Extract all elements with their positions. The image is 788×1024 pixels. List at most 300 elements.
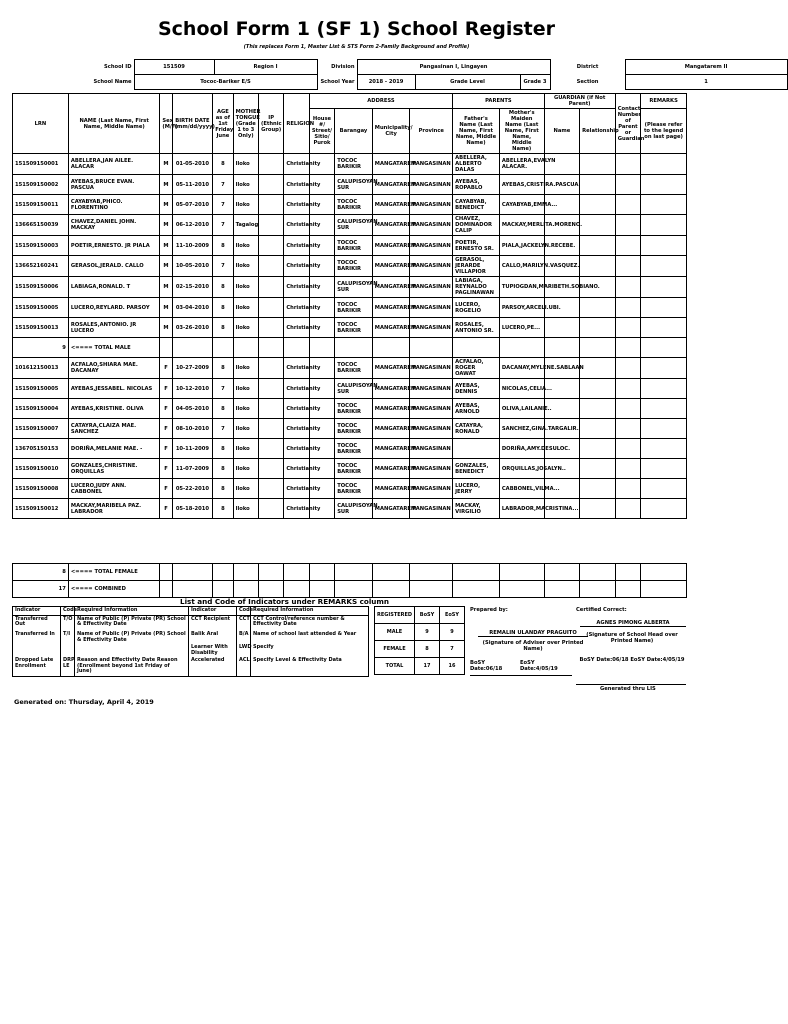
sex-cell: F [160, 379, 172, 399]
guardian-relationship-cell [580, 236, 616, 256]
father-cell: GERASOL, JERARDE VILLAPIOR [453, 256, 500, 277]
grade-level-label: Grade Level [415, 75, 520, 90]
register-total-eosy: 16 [440, 658, 465, 675]
birth-date-cell: 02-15-2010 [172, 277, 213, 298]
mother-tongue-cell: Iloko [233, 499, 258, 519]
father-cell: GONZALES, BENEDICT [453, 459, 500, 479]
age-cell: 8 [213, 154, 233, 175]
guardian-relationship-cell [580, 318, 616, 338]
religion-cell: Christianity [284, 215, 309, 236]
ip-cell [258, 479, 283, 499]
school-id-value: 151509 [134, 60, 214, 75]
name-cell: CAYABYAB,PHICO. FLORENTINO [68, 195, 159, 215]
student-row [13, 419, 687, 439]
ip-cell [258, 499, 283, 519]
lrn-cell: 151509150003 [13, 236, 69, 256]
barangay-cell: CALUPISOYAN SUR [335, 499, 373, 519]
barangay-cell: TOCOC BARIKIR [335, 256, 373, 277]
mother-cell: DORIÑA,AMY.DESULOC. [499, 439, 544, 459]
school-head-caption: (Signature of School Head over Printed Name) [586, 632, 678, 644]
mother-tongue-cell: Iloko [233, 236, 258, 256]
mother-tongue-cell: Iloko [233, 358, 258, 379]
generated-on: Generated on: Thursday, April 4, 2019 [14, 698, 154, 706]
district-label: District [576, 64, 599, 70]
ip-cell [258, 154, 283, 175]
register-total-bosy: 17 [415, 658, 440, 675]
lrn-cell: 151509150006 [13, 277, 69, 298]
mother-cell: PARSOY,ARCELI.UBI. [499, 298, 544, 318]
father-cell: LUCERO, ROGELIO [453, 298, 500, 318]
municipality-cell: MANGATAREM [372, 277, 410, 298]
barangay-cell: CALUPISOYAN SUR [335, 175, 373, 195]
header-father: Father's Name (Last Name, First Name, Middle Name) [453, 109, 500, 154]
guardian-relationship-cell [580, 459, 616, 479]
barangay-cell: CALUPISOYAN SUR [335, 215, 373, 236]
mother-cell: CAYABYAB,EMMA... [499, 195, 544, 215]
father-cell: ROSALES, ANTONIO SR. [453, 318, 500, 338]
register-female-bosy: 8 [415, 641, 440, 658]
age-cell: 8 [213, 236, 233, 256]
indicator-required: Specify Level & Effectivity Data [251, 657, 369, 676]
total-female-count: 8 [13, 564, 69, 581]
header-municipality: Municipality/ City [372, 109, 410, 154]
mother-tongue-cell: Iloko [233, 379, 258, 399]
municipality-cell: MANGATAREM [372, 256, 410, 277]
barangay-cell: TOCOC BARIKIR [335, 195, 373, 215]
student-row [13, 154, 687, 175]
birth-date-cell: 06-12-2010 [172, 215, 213, 236]
remarks-cell [641, 379, 687, 399]
remarks-cell [641, 298, 687, 318]
indicator-code: T/I [61, 631, 75, 644]
student-row [13, 358, 687, 379]
mother-tongue-cell: Iloko [233, 399, 258, 419]
adviser-caption: (Signature of Adviser over Printed Name) [482, 640, 584, 652]
age-cell: 8 [213, 277, 233, 298]
municipality-cell: MANGATAREM [372, 459, 410, 479]
name-cell: AYEBAS,KRISTINE. OLIVA [68, 399, 159, 419]
indicator-code: CCT [237, 615, 251, 631]
header-contact: Contact Number of Parent or Guardian [615, 94, 640, 154]
barangay-cell: TOCOC BARIKIR [335, 154, 373, 175]
header-house: House #/ Street/ Sitio/ Purok [309, 109, 334, 154]
sex-cell: M [160, 175, 172, 195]
municipality-cell: MANGATAREM [372, 318, 410, 338]
contact-cell [615, 236, 640, 256]
indicator-code: B/A [237, 631, 251, 644]
municipality-cell: MANGATAREM [372, 439, 410, 459]
name-cell: ACFALAO,SHIARA MAE. DACANAY [68, 358, 159, 379]
indicator-name: Accelerated [189, 657, 237, 676]
province-cell: PANGASINAN [410, 318, 453, 338]
mother-tongue-cell: Iloko [233, 175, 258, 195]
name-cell: AYEBAS,BRUCE EVAN. PASCUA [68, 175, 159, 195]
mother-tongue-cell: Iloko [233, 154, 258, 175]
student-row [13, 439, 687, 459]
indicator-header-2: Indicator [189, 607, 237, 616]
province-cell: PANGASINAN [410, 215, 453, 236]
ip-cell [258, 175, 283, 195]
mother-cell: LUCERO,PE... [499, 318, 544, 338]
barangay-cell: TOCOC BARIKIR [335, 358, 373, 379]
header-guardian-relationship: Relationship [580, 109, 616, 154]
mother-tongue-cell: Iloko [233, 439, 258, 459]
religion-cell: Christianity [284, 479, 309, 499]
remarks-cell [641, 318, 687, 338]
indicator-required: Reason and Effectivity Date Reason (Enrollment beyond 1st Friday of June) [75, 657, 189, 676]
province-cell: PANGASINAN [410, 499, 453, 519]
mother-cell: ORQUILLAS,JOSALYN.. [499, 459, 544, 479]
birth-date-cell: 11-07-2009 [172, 459, 213, 479]
lrn-cell: 151509150010 [13, 459, 69, 479]
student-row [13, 175, 687, 195]
contact-cell [615, 195, 640, 215]
school-info-table [12, 59, 788, 90]
student-row [13, 399, 687, 419]
name-cell: LUCERO,REYLARD. PARSOY [68, 298, 159, 318]
contact-cell [615, 318, 640, 338]
adviser-eosy-date: EoSY Date:4/05/19 [520, 660, 558, 672]
province-cell: PANGASINAN [410, 379, 453, 399]
name-cell: DORIÑA,MELANIE MAE. - [68, 439, 159, 459]
student-row [13, 479, 687, 499]
province-cell: PANGASINAN [410, 256, 453, 277]
guardian-relationship-cell [580, 399, 616, 419]
birth-date-cell: 05-18-2010 [172, 499, 213, 519]
name-cell: LUCERO,JUDY ANN. CABBONEL [68, 479, 159, 499]
mother-cell: TUPIOGDAN,MARIBETH.SOBIANO. [499, 277, 544, 298]
header-name: NAME (Last Name, First Name, Middle Name) [68, 94, 159, 154]
indicator-required: Name of Public (P) Private (PR) School & Effectivity Date [75, 615, 189, 631]
guardian-relationship-cell [580, 479, 616, 499]
section-value: 1 [625, 75, 787, 90]
sex-cell: F [160, 499, 172, 519]
ip-cell [258, 277, 283, 298]
lrn-cell: 151509150005 [13, 298, 69, 318]
total-female-label: <==== TOTAL FEMALE [68, 564, 159, 581]
contact-cell [615, 175, 640, 195]
lrn-cell: 151509150012 [13, 499, 69, 519]
remarks-cell [641, 277, 687, 298]
religion-cell: Christianity [284, 256, 309, 277]
father-cell: AYEBAS, ARNOLD [453, 399, 500, 419]
age-cell: 8 [213, 358, 233, 379]
name-cell: AYEBAS,JESSABEL. NICOLAS [68, 379, 159, 399]
contact-cell [615, 277, 640, 298]
remarks-cell [641, 215, 687, 236]
student-row [13, 195, 687, 215]
adviser-date-line [470, 675, 572, 676]
age-cell: 8 [213, 399, 233, 419]
religion-cell: Christianity [284, 277, 309, 298]
barangay-cell: CALUPISOYAN SUR [335, 379, 373, 399]
division-label: Division [331, 64, 355, 70]
ip-cell [258, 195, 283, 215]
mother-tongue-cell: Iloko [233, 298, 258, 318]
municipality-cell: MANGATAREM [372, 215, 410, 236]
remarks-cell [641, 236, 687, 256]
indicator-name: Transferred Out [13, 615, 61, 631]
birth-date-cell: 10-12-2010 [172, 379, 213, 399]
sex-cell: F [160, 358, 172, 379]
contact-cell [615, 154, 640, 175]
bosy-header: BoSY [415, 607, 440, 624]
guardian-relationship-cell [580, 439, 616, 459]
male-students [13, 154, 687, 338]
mother-tongue-cell: Iloko [233, 318, 258, 338]
lrn-cell: 136665150039 [13, 215, 69, 236]
mother-cell: LABRADOR,MACRISTINA... [499, 499, 544, 519]
ip-cell [258, 358, 283, 379]
ip-cell [258, 215, 283, 236]
father-cell: CATAYRA, RONALD [453, 419, 500, 439]
register-female-label: FEMALE [375, 641, 415, 658]
father-cell: CAYABYAB, BENEDICT [453, 195, 500, 215]
birth-date-cell: 03-26-2010 [172, 318, 213, 338]
registered-header: REGISTERED [375, 607, 415, 624]
student-row [13, 256, 687, 277]
contact-cell [615, 419, 640, 439]
guardian-relationship-cell [580, 256, 616, 277]
register-male-eosy: 9 [440, 624, 465, 641]
province-cell: PANGASINAN [410, 419, 453, 439]
sex-cell: M [160, 277, 172, 298]
mother-cell: NICOLAS,CELIA... [499, 379, 544, 399]
header-guardian-name: Name [544, 109, 580, 154]
remarks-cell [641, 459, 687, 479]
ip-cell [258, 399, 283, 419]
header-lrn: LRN [13, 94, 69, 154]
guardian-relationship-cell [580, 298, 616, 318]
student-row [13, 236, 687, 256]
mother-cell: CALLO,MARILYN.VASQUEZ. [499, 256, 544, 277]
register-female-eosy: 7 [440, 641, 465, 658]
adviser-name: REMALIN ULANDAY PRAGUITO [478, 630, 588, 637]
contact-cell [615, 479, 640, 499]
father-cell: CHAVEZ, DOMINADOR CALIP [453, 215, 500, 236]
municipality-cell: MANGATAREM [372, 499, 410, 519]
municipality-cell: MANGATAREM [372, 175, 410, 195]
ip-cell [258, 298, 283, 318]
mother-tongue-cell: Iloko [233, 459, 258, 479]
header-religion: RELIGION [284, 94, 309, 154]
guardian-relationship-cell [580, 358, 616, 379]
indicator-code: LWD [237, 644, 251, 657]
province-cell: PANGASINAN [410, 459, 453, 479]
name-cell: GONZALES,CHRISTINE. ORQUILLAS [68, 459, 159, 479]
barangay-cell: TOCOC BARIKIR [335, 419, 373, 439]
religion-cell: Christianity [284, 459, 309, 479]
registered-summary-table [374, 606, 465, 675]
ip-cell [258, 256, 283, 277]
contact-cell [615, 499, 640, 519]
province-cell: PANGASINAN [410, 236, 453, 256]
header-mother-tongue: MOTHER TONGUE (Grade 1 to 3 Only) [233, 94, 258, 154]
indicator-name: Transferred In [13, 631, 61, 644]
name-cell: LABIAGA,RONALD. T [68, 277, 159, 298]
sex-cell: M [160, 298, 172, 318]
guardian-relationship-cell [580, 175, 616, 195]
ip-cell [258, 439, 283, 459]
totals-table [12, 563, 687, 598]
birth-date-cell: 04-05-2010 [172, 399, 213, 419]
sex-cell: F [160, 419, 172, 439]
birth-date-cell: 05-07-2010 [172, 195, 213, 215]
lrn-cell: 136705150153 [13, 439, 69, 459]
grade-level-value: Grade 3 [520, 75, 550, 90]
school-year-value: 2018 - 2019 [357, 75, 415, 90]
remarks-cell [641, 195, 687, 215]
province-cell: PANGASINAN [410, 277, 453, 298]
mother-tongue-cell: Tagalog [233, 215, 258, 236]
religion-cell: Christianity [284, 318, 309, 338]
header-remarks-note: (Please refer to the legend on last page) [641, 109, 687, 154]
form-title: School Form 1 (SF 1) School Register [157, 18, 556, 40]
father-cell: AYEBAS, ROPABLO [453, 175, 500, 195]
student-register-table [12, 93, 687, 519]
barangay-cell: TOCOC BARIKIR [335, 318, 373, 338]
student-row [13, 277, 687, 298]
barangay-cell: CALUPISOYAN SUR [335, 277, 373, 298]
indicator-code: DRP LE [61, 657, 75, 676]
sex-cell: F [160, 439, 172, 459]
guardian-name-cell [544, 154, 580, 175]
lrn-cell: 151509150007 [13, 419, 69, 439]
name-cell: GERASOL,JERALD. CALLO [68, 256, 159, 277]
female-students [13, 358, 687, 519]
code-header: Code [61, 607, 75, 616]
religion-cell: Christianity [284, 236, 309, 256]
contact-cell [615, 298, 640, 318]
province-cell: PANGASINAN [410, 154, 453, 175]
age-cell: 8 [213, 459, 233, 479]
province-cell: PANGASINAN [410, 358, 453, 379]
municipality-cell: MANGATAREM [372, 419, 410, 439]
age-cell: 7 [213, 256, 233, 277]
father-cell: POETIR, ERNESTO SR. [453, 236, 500, 256]
header-remarks: REMARKS [641, 94, 687, 109]
age-cell: 7 [213, 419, 233, 439]
province-cell: PANGASINAN [410, 479, 453, 499]
birth-date-cell: 11-10-2009 [172, 236, 213, 256]
remarks-cell [641, 499, 687, 519]
remarks-cell [641, 479, 687, 499]
region-value: Region I [214, 60, 317, 75]
guardian-relationship-cell [580, 419, 616, 439]
indicator-code: T/O [61, 615, 75, 631]
lrn-cell: 151509150008 [13, 479, 69, 499]
age-cell: 8 [213, 439, 233, 459]
header-mother: Mother's Maiden Name (Last Name, First Name, Middle Name) [499, 109, 544, 154]
indicator-required: Specify [251, 644, 369, 657]
province-cell: PANGASINAN [410, 298, 453, 318]
birth-date-cell: 10-05-2010 [172, 256, 213, 277]
birth-date-cell: 05-11-2010 [172, 175, 213, 195]
municipality-cell: MANGATAREM [372, 195, 410, 215]
age-cell: 8 [213, 298, 233, 318]
lrn-cell: 101612150013 [13, 358, 69, 379]
mother-tongue-cell: Iloko [233, 419, 258, 439]
student-row [13, 499, 687, 519]
mother-cell: SANCHEZ,GINA.TARGALIR. [499, 419, 544, 439]
header-province: Province [410, 109, 453, 154]
header-ip: IP (Ethnic Group) [258, 94, 283, 154]
municipality-cell: MANGATAREM [372, 298, 410, 318]
religion-cell: Christianity [284, 298, 309, 318]
guardian-relationship-cell [580, 195, 616, 215]
indicator-header: Indicator [13, 607, 61, 616]
age-cell: 7 [213, 175, 233, 195]
name-cell: CATAYRA,CLAIZA MAE. SANCHEZ [68, 419, 159, 439]
remarks-cell [641, 256, 687, 277]
name-cell: CHAVEZ,DANIEL JOHN. MACKAY [68, 215, 159, 236]
name-cell: ABELLERA,JAN AILEE. ALACAR [68, 154, 159, 175]
age-cell: 7 [213, 379, 233, 399]
ip-cell [258, 379, 283, 399]
school-name-value: Tococ-Bariker E/S [134, 75, 317, 90]
mother-cell: CABBONEL,VILMA... [499, 479, 544, 499]
remarks-cell [641, 419, 687, 439]
header-sex: Sex (M/F) [160, 94, 172, 154]
certified-label: Certified Correct: [576, 607, 627, 613]
remarks-cell [641, 439, 687, 459]
contact-cell [615, 459, 640, 479]
combined-count: 17 [13, 581, 69, 598]
father-cell: ABELLERA, ALBERTO DALAS [453, 154, 500, 175]
indicators-table [12, 606, 369, 677]
indicator-name: CCT Recipient [189, 615, 237, 631]
barangay-cell: TOCOC BARIKIR [335, 439, 373, 459]
religion-cell: Christianity [284, 399, 309, 419]
register-male-label: MALE [375, 624, 415, 641]
lrn-cell: 151509150002 [13, 175, 69, 195]
indicator-name: Balik Aral [189, 631, 237, 644]
sex-cell: M [160, 256, 172, 277]
sex-cell: M [160, 215, 172, 236]
name-cell: MACKAY,MARIBELA PAZ. LABRADOR [68, 499, 159, 519]
header-birth-date: BIRTH DATE (mm/dd/yyyy) [172, 94, 213, 154]
religion-cell: Christianity [284, 154, 309, 175]
municipality-cell: MANGATAREM [372, 379, 410, 399]
father-cell: LABIAGA, REYNALDO PAGLINAWAN [453, 277, 500, 298]
lrn-cell: 136652160241 [13, 256, 69, 277]
birth-date-cell: 10-11-2009 [172, 439, 213, 459]
contact-cell [615, 379, 640, 399]
remarks-cell [641, 154, 687, 175]
age-cell: 8 [213, 479, 233, 499]
guardian-name-cell [544, 318, 580, 338]
school-year-label: School Year [320, 79, 355, 85]
section-label: Section [576, 79, 599, 85]
prepared-by-label: Prepared by: [470, 607, 508, 613]
sex-cell: F [160, 399, 172, 419]
school-head-date-line [576, 684, 686, 685]
birth-date-cell: 03-04-2010 [172, 298, 213, 318]
contact-cell [615, 439, 640, 459]
adviser-bosy-date: BoSY Date:06/18 [470, 660, 503, 672]
sex-cell: M [160, 195, 172, 215]
school-id-label: School ID [104, 64, 132, 70]
student-row [13, 379, 687, 399]
municipality-cell: MANGATAREM [372, 479, 410, 499]
mother-tongue-cell: Iloko [233, 195, 258, 215]
religion-cell: Christianity [284, 379, 309, 399]
header-parents: PARENTS [453, 94, 544, 109]
required-info-header-2: Required Information [251, 607, 369, 616]
register-total-label: TOTAL [375, 658, 415, 675]
mother-tongue-cell: Iloko [233, 479, 258, 499]
combined-label: <==== COMBINED [68, 581, 159, 598]
